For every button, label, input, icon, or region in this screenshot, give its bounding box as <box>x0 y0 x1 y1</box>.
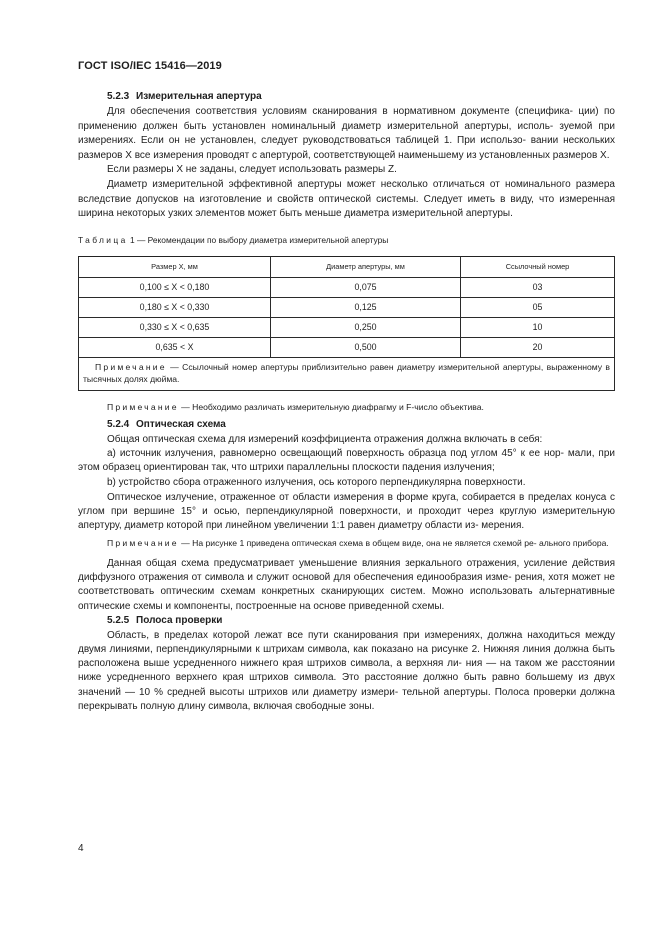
table-cell: 0,100 ≤ X < 0,180 <box>79 277 271 297</box>
table-note-text: — Ссылочный номер апертуры приблизительно равен диаметру измерительной апертуры, выраженному в тысячных долях дюйма. <box>83 361 610 385</box>
table-cell: 05 <box>461 297 615 317</box>
table-cell: 0,125 <box>271 297 461 317</box>
paragraph: Общая оптическая схема для измерений коэффициента отражения должна включать в себя: <box>107 433 543 445</box>
section-heading-5-2-5 <box>78 614 615 628</box>
note <box>78 537 615 551</box>
paragraph: Данная общая схема предусматривает уменьшение влияния зеркального отражения, усиление действия диффузного отражения от символа и служит основой для обеспечения единообразия изме- рения, хотя может не соответствовать оптическим схемам конкретных сканирующих систем. Можно использовать альтернативные оптические схемы и компоненты, построенные на основе приведенной схемы. <box>78 557 615 612</box>
table-header-cell: Диаметр апертуры, мм <box>271 256 461 277</box>
table-row <box>79 337 615 357</box>
section-number: 5.2.3 <box>107 91 130 102</box>
table-caption <box>78 234 615 246</box>
table-cell: 0,500 <box>271 337 461 357</box>
table-note-row <box>79 357 615 390</box>
paragraph: Оптическое излучение, отраженное от области измерения в форме круга, собирается в пределах конуса с углом при вершине 15° и осью, перпендикулярной поверхности, и проходит через круглую измерительную апертуру, диаметр которой при линейном увеличении 1:1 равен диаметру области из- мерения. <box>78 491 615 531</box>
table-note-label: Примечание <box>95 361 167 372</box>
note-label: Примечание <box>107 538 179 549</box>
table-header-row <box>79 256 615 277</box>
table-cell: 0,635 < X <box>79 337 271 357</box>
table-cell: 0,075 <box>271 277 461 297</box>
table-note-cell <box>79 357 615 390</box>
table-cell: 0,180 ≤ X < 0,330 <box>79 297 271 317</box>
paragraph: Если размеры X не заданы, следует использовать размеры Z. <box>107 164 397 176</box>
table-header-cell: Ссылочный номер <box>461 256 615 277</box>
table-cell: 03 <box>461 277 615 297</box>
list-item: b) устройство сбора отраженного излучения, ось которого перпендикулярна поверхности. <box>107 476 526 488</box>
table-caption-label: Таблица <box>78 234 128 245</box>
table-header-cell: Размер X, мм <box>79 256 271 277</box>
table-cell: 10 <box>461 317 615 337</box>
section-heading-5-2-4 <box>78 418 615 432</box>
list-item: а) источник излучения, равномерно освещающий поверхность образца под углом 45° к ее нор- мали, при этом образец ориентирован так, что штрихи параллельны плоскости падения излучения; <box>78 447 615 474</box>
section-number: 5.2.4 <box>107 418 130 430</box>
note-text: — На рисунке 1 приведена оптическая схема в общем виде, она не является схемой ре- ального прибора. <box>181 538 609 549</box>
section-title: Оптическая схема <box>136 418 226 430</box>
paragraph: Для обеспечения соответствия условиям сканирования в нормативном документе (специфика- ции) по применению должен быть установлен номинальный диаметр измерительной апертуры, исполь- зуемой при измерениях. Если он не установлен, следует руководствоваться таблицей 1. При использо- вании нескольких размеров X все измерения проводят с апертурой, соответствующей наименьшему из установленных размеров X. <box>78 106 615 161</box>
table-row <box>79 277 615 297</box>
section-title: Полоса проверки <box>136 614 223 626</box>
table-cell: 0,250 <box>271 317 461 337</box>
document-header: ГОСТ ISO/IEC 15416—2019 <box>78 60 222 72</box>
page-content <box>78 90 615 714</box>
note-text: — Необходимо различать измерительную диафрагму и F-число объектива. <box>181 401 484 412</box>
page-number: 4 <box>78 843 84 854</box>
table-row <box>79 317 615 337</box>
note <box>78 401 615 415</box>
section-number: 5.2.5 <box>107 614 130 626</box>
section-title: Измерительная апертура <box>136 91 262 102</box>
table-cell: 0,330 ≤ X < 0,635 <box>79 317 271 337</box>
aperture-table <box>78 256 615 391</box>
paragraph: Диаметр измерительной эффективной апертуры может несколько отличаться от номинального размера вследствие допусков на изготовление и свойств оптической системы. Следует иметь в виду, что измеренная ширина некоторых узких элементов может быть меньше диаметра измерительной апертуры. <box>78 178 615 220</box>
table-caption-text: 1 — Рекомендации по выбору диаметра измерительной апертуры <box>129 234 389 245</box>
paragraph: Область, в пределах которой лежат все пути сканирования при измерениях, должна находиться между двумя линиями, перпендикулярными к штрихам символа, как показано на рисунке 2. Нижняя линия должна быть расположена выше усредненного нижнего края штрихов символа, а верхняя ли- ния — на таком же расстоянии ниже усредненного верхнего края штрихов символа. Это расстояние должно быть равно большему из двух значений — 10 % средней высоты штрихов или диаметру измери- тельной апертуры. Полоса проверки должна перекрывать полную длину символа, включая свободные зоны. <box>78 629 615 712</box>
section-heading-5-2-3 <box>78 90 615 104</box>
note-label: Примечание <box>107 401 179 412</box>
table-cell: 20 <box>461 337 615 357</box>
table-row <box>79 297 615 317</box>
